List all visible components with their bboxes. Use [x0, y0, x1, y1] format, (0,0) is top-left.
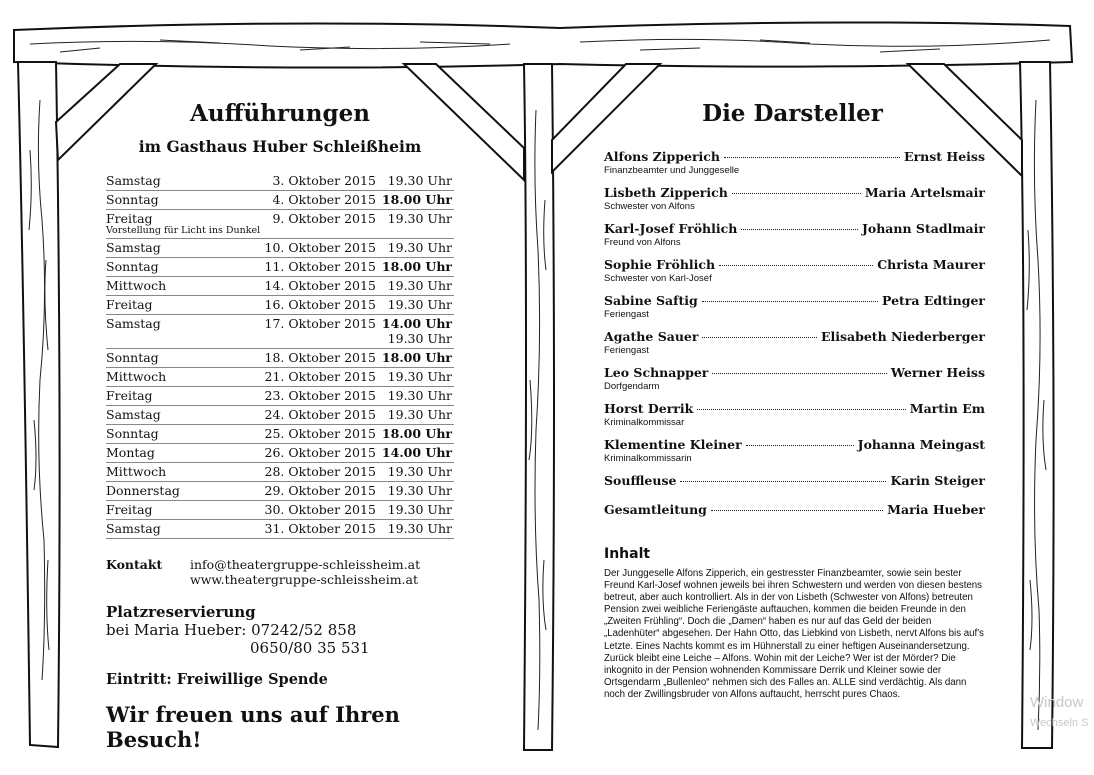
cast-role-description: Kriminalkommissarin	[604, 453, 692, 464]
performance-date: 3. Oktober 2015	[262, 172, 382, 191]
cast-role: Lisbeth Zipperich	[604, 185, 728, 200]
cast-role: Leo Schnapper	[604, 365, 709, 380]
performance-time: 18.00 Uhr	[381, 192, 452, 207]
cast-entry	[604, 401, 985, 416]
cast-role: Sophie Fröhlich	[604, 257, 716, 272]
performance-day: Sonntag	[106, 259, 159, 274]
cast-actor: Martin Em	[909, 401, 985, 416]
cast-role: Souffleuse	[604, 473, 677, 488]
performance-date: 24. Oktober 2015	[262, 406, 382, 425]
performance-row	[106, 406, 454, 425]
cast-actor: Maria Artelsmair	[864, 185, 985, 200]
performance-time: 19.30 Uhr	[387, 369, 452, 384]
performance-day: Mittwoch	[106, 278, 167, 293]
performance-row	[106, 349, 454, 368]
performance-date: 25. Oktober 2015	[262, 425, 382, 444]
cast-entry	[604, 365, 985, 380]
cast-role-description: Kriminalkommissar	[604, 417, 685, 428]
performance-day: Samstag	[106, 407, 161, 422]
performance-row	[106, 258, 454, 277]
performance-row	[106, 520, 454, 539]
performance-row	[106, 210, 454, 239]
performance-date: 11. Oktober 2015	[262, 258, 382, 277]
performance-date: 18. Oktober 2015	[262, 349, 382, 368]
performance-time: 19.30 Uhr	[387, 407, 452, 422]
cast-actor: Maria Hueber	[887, 502, 985, 517]
cast-entry	[604, 149, 985, 164]
cast-actor: Werner Heiss	[890, 365, 985, 380]
dot-leader	[746, 445, 854, 446]
performance-day: Freitag	[106, 211, 153, 226]
performance-date: 30. Oktober 2015	[262, 501, 382, 520]
contact-label: Kontakt	[106, 557, 163, 572]
performance-row	[106, 172, 454, 191]
dot-leader	[711, 510, 883, 511]
performance-date: 29. Oktober 2015	[262, 482, 382, 501]
cast-actor: Petra Edtinger	[882, 293, 985, 308]
performance-date: 21. Oktober 2015	[262, 368, 382, 387]
performance-date: 10. Oktober 2015	[262, 239, 382, 258]
dot-leader	[732, 193, 861, 194]
performance-day: Freitag	[106, 502, 153, 517]
cast-actor: Ernst Heiss	[904, 149, 985, 164]
contact-website[interactable]: www.theatergruppe-schleissheim.at	[190, 572, 418, 587]
performance-time: 19.30 Uhr	[387, 278, 452, 293]
synopsis-title: Inhalt	[604, 546, 651, 562]
reservation-block	[106, 603, 460, 657]
performance-date: 31. Oktober 2015	[262, 520, 382, 539]
cast-role-description: Freund von Alfons	[604, 237, 681, 248]
performance-date: 23. Oktober 2015	[262, 387, 382, 406]
performance-time: 18.00 Uhr	[381, 259, 452, 274]
performance-date: 26. Oktober 2015	[262, 444, 382, 463]
performance-time: 18.00 Uhr	[381, 426, 452, 441]
cast-entry	[604, 437, 985, 452]
performance-time: 19.30 Uhr	[387, 464, 452, 479]
performance-note: Vorstellung für Licht ins Dunkel	[106, 225, 261, 236]
performance-row	[106, 444, 454, 463]
dot-leader	[702, 337, 816, 338]
performance-date: 16. Oktober 2015	[262, 296, 382, 315]
dot-leader	[702, 301, 878, 302]
performance-row	[106, 239, 454, 258]
performance-date: 28. Oktober 2015	[262, 463, 382, 482]
cast-role: Alfons Zipperich	[604, 149, 720, 164]
performance-date: 17. Oktober 2015	[262, 315, 382, 349]
cast-entry	[604, 293, 985, 308]
performance-day: Sonntag	[106, 192, 159, 207]
performance-time: 19.30 Uhr	[387, 297, 452, 312]
performance-row	[106, 425, 454, 444]
cast-role-description: Feriengast	[604, 309, 649, 320]
cast-role: Klementine Kleiner	[604, 437, 742, 452]
performance-time: 14.00 Uhr	[381, 316, 452, 331]
dot-leader	[697, 409, 905, 410]
dot-leader	[712, 373, 887, 374]
cast-role-description	[604, 518, 985, 522]
performance-date: 9. Oktober 2015	[262, 210, 382, 239]
performance-day: Freitag	[106, 297, 153, 312]
cast-entry	[604, 473, 985, 488]
reservation-line: bei Maria Hueber: 07242/52 858	[106, 621, 357, 639]
performance-day: Sonntag	[106, 426, 159, 441]
performance-row	[106, 463, 454, 482]
contact-email[interactable]: info@theatergruppe-schleissheim.at	[190, 557, 421, 572]
dot-leader	[719, 265, 873, 266]
cast-actor: Johanna Meingast	[857, 437, 985, 452]
welcome-message: Wir freuen uns auf Ihren Besuch!	[106, 702, 400, 752]
reservation-phone-2: 0650/80 35 531	[250, 639, 370, 657]
cast-list	[604, 149, 985, 522]
performance-day: Freitag	[106, 388, 153, 403]
cast-role: Gesamtleitung	[604, 502, 707, 517]
activation-watermark: Window Wechseln S	[1030, 694, 1089, 729]
dot-leader	[741, 229, 858, 230]
performance-time-2: 19.30 Uhr	[387, 331, 452, 346]
dot-leader	[724, 157, 900, 158]
performance-date: 14. Oktober 2015	[262, 277, 382, 296]
performance-row	[106, 277, 454, 296]
performance-time: 18.00 Uhr	[381, 350, 452, 365]
performance-day: Montag	[106, 445, 155, 460]
performance-time: 19.30 Uhr	[387, 173, 452, 188]
cast-role-description: Feriengast	[604, 345, 649, 356]
performance-row	[106, 501, 454, 520]
cast-title: Die Darsteller	[702, 100, 883, 127]
cast-panel	[600, 100, 985, 701]
cast-actor: Karin Steiger	[890, 473, 985, 488]
cast-role: Sabine Saftig	[604, 293, 698, 308]
venue-subtitle: im Gasthaus Huber Schleißheim	[138, 137, 422, 156]
cast-entry	[604, 329, 985, 344]
performance-row	[106, 482, 454, 501]
reservation-title: Platzreservierung	[106, 603, 256, 621]
performance-day: Sonntag	[106, 350, 159, 365]
performance-day: Samstag	[106, 240, 161, 255]
cast-actor: Elisabeth Niederberger	[820, 329, 985, 344]
performances-panel	[100, 100, 460, 752]
performance-time: 19.30 Uhr	[387, 388, 452, 403]
cast-role-description: Finanzbeamter und Junggeselle	[604, 165, 740, 176]
cast-actor: Johann Stadlmair	[861, 221, 985, 236]
cast-entry	[604, 185, 985, 200]
cast-entry	[604, 502, 985, 517]
performance-day: Samstag	[106, 521, 161, 536]
cast-role-description	[604, 489, 985, 493]
cast-role: Horst Derrik	[604, 401, 694, 416]
performance-row	[106, 387, 454, 406]
performance-row	[106, 368, 454, 387]
contact-block	[106, 557, 460, 587]
performance-day: Mittwoch	[106, 464, 167, 479]
performance-time: 19.30 Uhr	[387, 483, 452, 498]
cast-role-description: Dorfgendarm	[604, 381, 660, 392]
cast-role-description: Schwester von Karl-Josef	[604, 273, 712, 284]
cast-role-description: Schwester von Alfons	[604, 201, 695, 212]
performance-time: 19.30 Uhr	[387, 502, 452, 517]
performance-time: 19.30 Uhr	[387, 521, 452, 536]
entry-note: Eintritt: Freiwillige Spende	[106, 671, 328, 688]
performance-row	[106, 315, 454, 349]
performances-title: Aufführungen	[190, 100, 370, 127]
cast-role: Agathe Sauer	[604, 329, 699, 344]
cast-role: Karl-Josef Fröhlich	[604, 221, 738, 236]
synopsis-text: Der Junggeselle Alfons Zipperich, ein gestresster Finanzbeamter, sowie sein bester Freund Karl-Josef wohnen jeweils bei ihren Schwestern und werden von diesen bestens betreut, aber auch kontrolliert. Als in der von Lisbeth (Schwester von Alfons) betreuten Pension zwei weibliche Feriengäste auftauchen, kommen die beiden Freunde in den „Zweiten Frühling“. Doch die „Damen“ haben es nur auf das Geld der beiden „Ladenhüter“ abgesehen. Der Hahn Otto, das Liebkind von Lisbeth, nervt Alfons bis auf's Letzte. Eines Nachts kommt es im Hühnerstall zu einer heftigen Auseinandersetzung. Zurück bleibt eine Leiche – Alfons. Wohin mit der Leiche? Wer ist der Mörder? Die inkognito in der Pension wohnenden Kommissare Derrik und Kleiner sowie der Ortsgendarm „Bullenleo“ nehmen sich des Falles an. ALLE sind verdächtig. Als dann noch der Zwillingsbruder von Alfons auftaucht, herrscht pures Chaos.	[604, 568, 984, 700]
performance-time: 19.30 Uhr	[387, 211, 452, 226]
performance-day: Mittwoch	[106, 369, 167, 384]
cast-entry	[604, 257, 985, 272]
performance-date: 4. Oktober 2015	[262, 191, 382, 210]
performance-day: Samstag	[106, 316, 161, 331]
cast-actor: Christa Maurer	[877, 257, 985, 272]
dot-leader	[680, 481, 886, 482]
performance-row	[106, 296, 454, 315]
performance-day: Donnerstag	[106, 483, 180, 498]
performance-row	[106, 191, 454, 210]
cast-entry	[604, 221, 985, 236]
performance-day: Samstag	[106, 173, 161, 188]
performance-time: 19.30 Uhr	[387, 240, 452, 255]
performance-time: 14.00 Uhr	[381, 445, 452, 460]
performance-table	[106, 172, 454, 539]
